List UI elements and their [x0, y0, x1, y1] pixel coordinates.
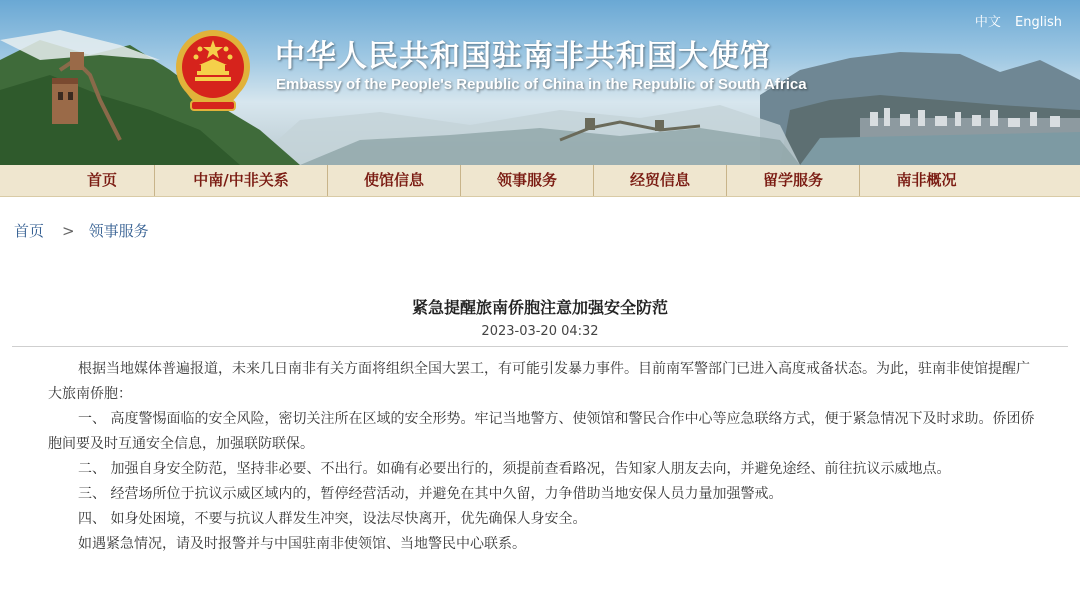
nav-item-study-services[interactable]: 留学服务 [727, 165, 860, 196]
lang-en-link[interactable]: English [1015, 15, 1062, 30]
article-paragraph: 二、 加强自身安全防范，坚持非必要、不出行。如确有必要出行的，须提前查看路况，告知家人朋友去向，并避免途经、前往抗议示威地点。 [78, 461, 951, 477]
embassy-title-english: Embassy of the People's Republic of China in the Republic of South Africa [276, 76, 807, 93]
article-paragraph: 四、 如身处困境，不要与抗议人群发生冲突，设法尽快离开，优先确保人身安全。 [78, 511, 587, 527]
language-switch [965, 11, 1062, 30]
breadcrumb [14, 220, 149, 241]
breadcrumb-current-link[interactable]: 领事服务 [88, 222, 149, 240]
article-date: 2023-03-20 04:32 [481, 324, 599, 339]
article-body [48, 357, 1038, 557]
main-navigation [0, 165, 1080, 197]
lang-zh-link[interactable]: 中文 [974, 15, 1001, 30]
nav-item-embassy-info[interactable]: 使馆信息 [328, 165, 461, 196]
breadcrumb-home-link[interactable]: 首页 [14, 222, 45, 240]
header-banner [0, 0, 1080, 165]
article-paragraph: 三、 经营场所位于抗议示威区域内的，暂停经营活动，并避免在其中久留，力争借助当地安保人员力量加强警戒。 [78, 486, 783, 502]
article-paragraph: 根据当地媒体普遍报道，未来几日南非有关方面将组织全国大罢工，有可能引发暴力事件。目前南军警部门已进入高度戒备状态。为此，驻南非使馆提醒广大旅南侨胞： [48, 361, 1030, 402]
nav-item-consular-services[interactable]: 领事服务 [461, 165, 594, 196]
article-paragraph: 一、 高度警惕面临的安全风险，密切关注所在区域的安全形势。牢记当地警方、使领馆和警民合作中心等应急联络方式，便于紧急情况下及时求助。侨团侨胞间要及时互通安全信息，加强联防联保。 [48, 411, 1035, 452]
embassy-title-chinese: 中华人民共和国驻南非共和国大使馆 [275, 39, 771, 74]
nav-item-china-sa-relations[interactable]: 中南/中非关系 [155, 165, 328, 196]
nav-item-economic-trade[interactable]: 经贸信息 [594, 165, 727, 196]
article-paragraph: 如遇紧急情况，请及时报警并与中国驻南非使领馆、当地警民中心联系。 [78, 536, 526, 552]
breadcrumb-separator: > [62, 222, 75, 240]
national-emblem-icon [173, 27, 253, 113]
nav-item-home[interactable]: 首页 [50, 165, 155, 196]
nav-item-south-africa-overview[interactable]: 南非概况 [896, 171, 957, 189]
article-title: 紧急提醒旅南侨胞注意加强安全防范 [411, 298, 668, 317]
article-divider [12, 346, 1068, 347]
